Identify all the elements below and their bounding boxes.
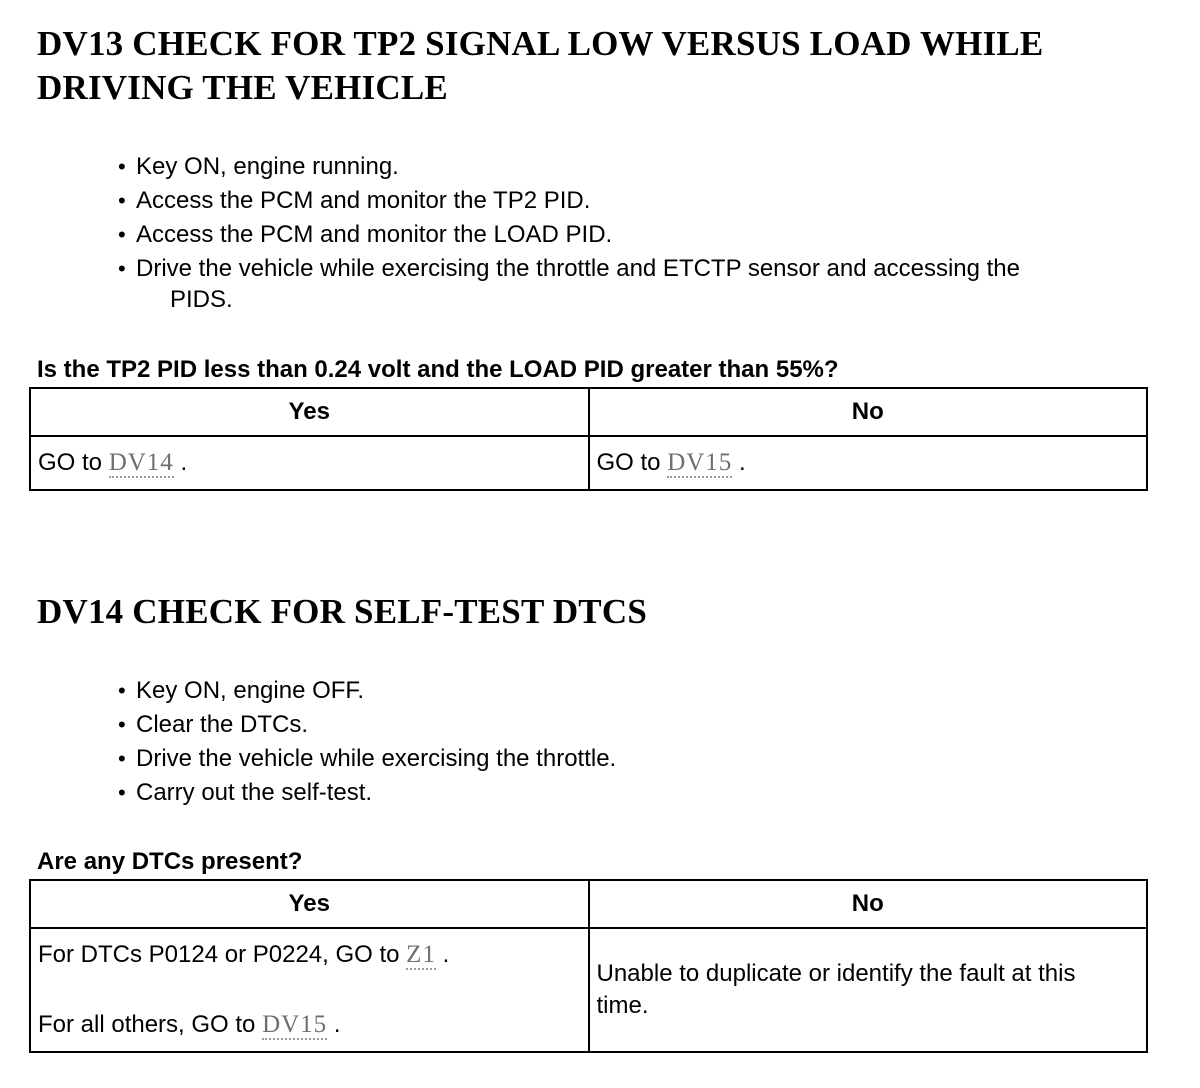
dv14-no-cell: Unable to duplicate or identify the fault at this time. bbox=[589, 928, 1148, 1052]
dv13-no-header: No bbox=[589, 388, 1148, 436]
link-dv15[interactable]: DV15 bbox=[667, 449, 733, 476]
dv13-no-cell: GO to DV15 . bbox=[589, 436, 1148, 490]
dv14-heading: DV14 CHECK FOR SELF-TEST DTCS bbox=[37, 592, 647, 631]
dv13-yes-cell: GO to DV14 . bbox=[30, 436, 589, 490]
dv13-step-2: • Access the PCM and monitor the TP2 PID. bbox=[118, 184, 1178, 218]
dv13-yes-header: Yes bbox=[30, 388, 589, 436]
dv14-step-1: • Key ON, engine OFF. bbox=[118, 674, 1178, 708]
bullet-icon: • bbox=[118, 678, 126, 703]
bullet-icon: • bbox=[118, 154, 126, 179]
bullet-icon: • bbox=[118, 222, 126, 247]
dv13-step-4-continuation: PIDS. bbox=[170, 286, 233, 313]
dv13-decision-table bbox=[29, 387, 1148, 491]
dv14-yes-line-2: For all others, GO to DV15 . bbox=[38, 1011, 341, 1038]
dv14-yes-line-1: For DTCs P0124 or P0224, GO to Z1 . bbox=[38, 941, 450, 968]
bullet-icon: • bbox=[118, 746, 126, 771]
dv14-decision-table bbox=[29, 879, 1148, 1053]
dv13-steps-list bbox=[118, 150, 1178, 314]
dv13-heading: DV13 CHECK FOR TP2 SIGNAL LOW VERSUS LOAD WHILE DRIVING THE VEHICLE bbox=[37, 24, 1044, 107]
dv13-step-4: • Drive the vehicle while exercising the throttle and ETCTP sensor and accessing the PIDS. bbox=[118, 252, 1178, 314]
bullet-icon: • bbox=[118, 712, 126, 737]
link-dv14[interactable]: DV14 bbox=[108, 449, 174, 476]
dv14-yes-header: Yes bbox=[30, 880, 589, 928]
dv14-step-4: • Carry out the self-test. bbox=[118, 776, 1178, 810]
bullet-icon: • bbox=[118, 188, 126, 213]
dv14-steps-list bbox=[118, 674, 1178, 810]
dv13-step-1: • Key ON, engine running. bbox=[118, 150, 1178, 184]
link-dv15[interactable]: DV15 bbox=[262, 1011, 328, 1038]
dv14-step-2: • Clear the DTCs. bbox=[118, 708, 1178, 742]
link-z1[interactable]: Z1 bbox=[406, 941, 436, 968]
dv14-step-3: • Drive the vehicle while exercising the throttle. bbox=[118, 742, 1178, 776]
dv14-question: Are any DTCs present? bbox=[37, 848, 303, 875]
dv14-no-header: No bbox=[589, 880, 1148, 928]
bullet-icon: • bbox=[118, 780, 126, 805]
dv13-step-3: • Access the PCM and monitor the LOAD PID. bbox=[118, 218, 1178, 252]
bullet-icon: • bbox=[118, 256, 126, 281]
dv14-yes-cell bbox=[30, 928, 589, 1052]
dv13-question: Is the TP2 PID less than 0.24 volt and the LOAD PID greater than 55%? bbox=[37, 356, 839, 383]
